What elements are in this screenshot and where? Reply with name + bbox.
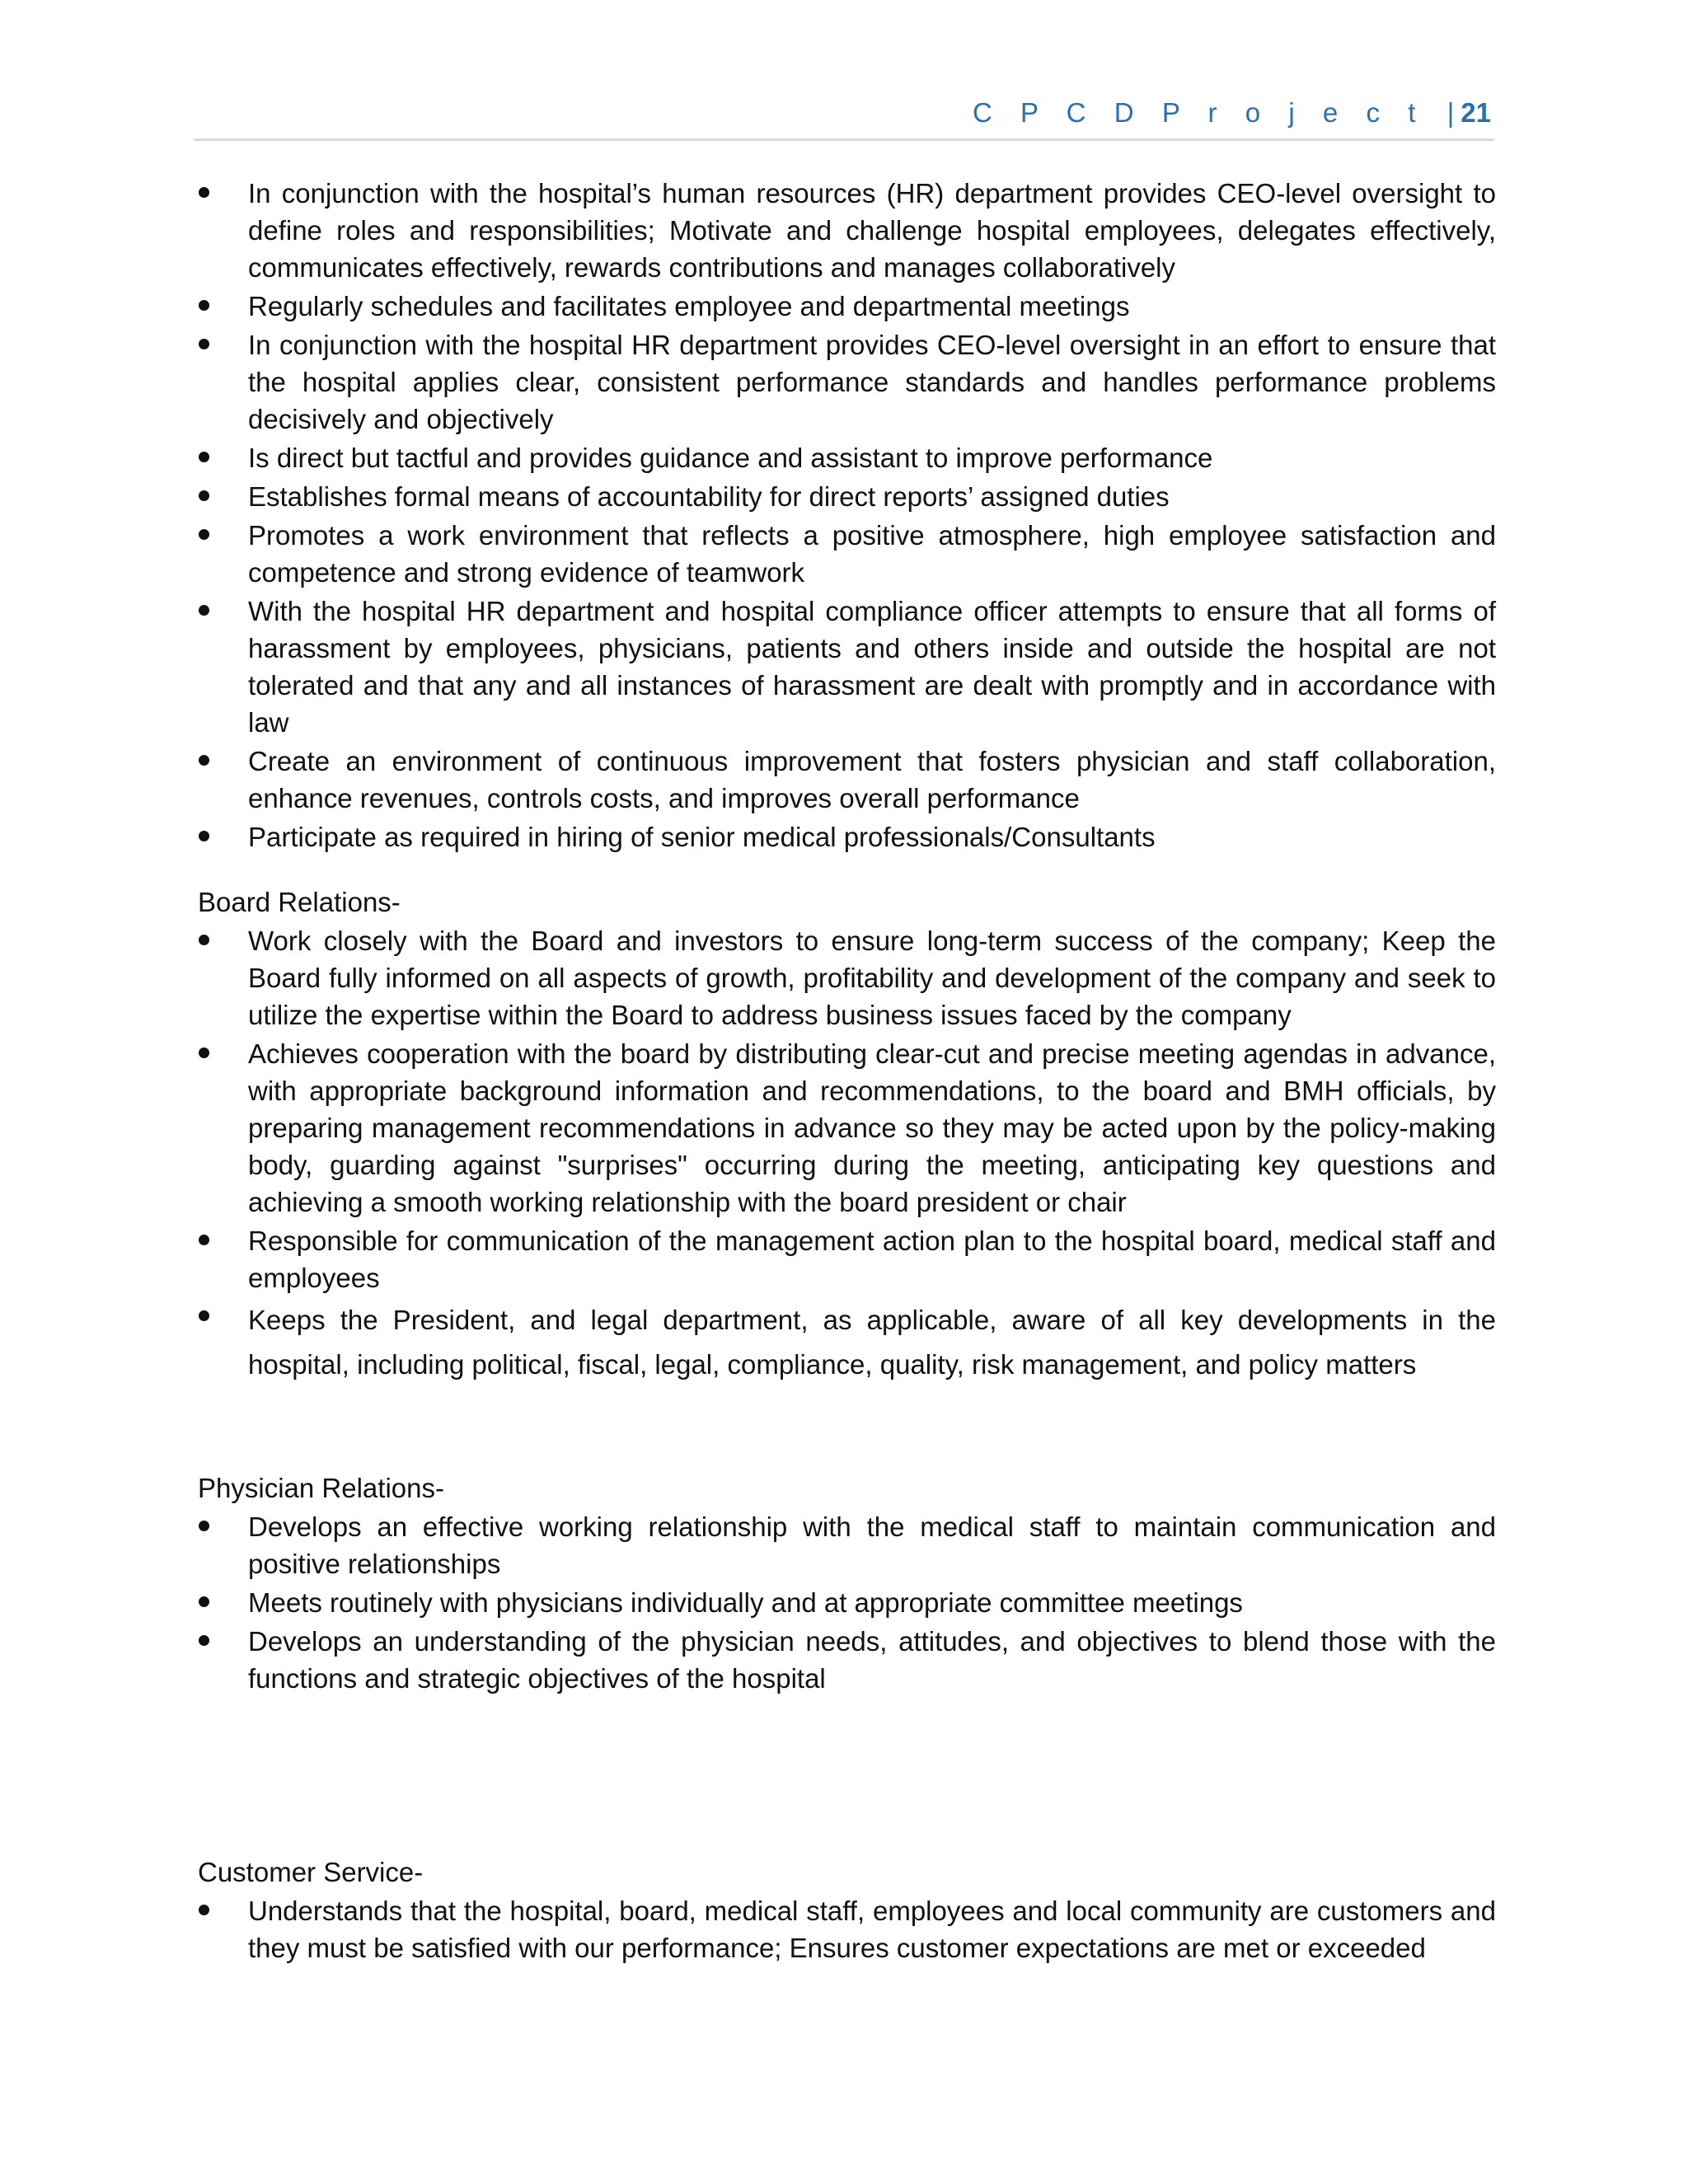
list-item-text: Meets routinely with physicians individually and at appropriate committee meetings (248, 1587, 1243, 1618)
bullet-icon (199, 529, 209, 540)
list-item (198, 743, 1496, 817)
bullet-icon (199, 339, 209, 349)
bullet-icon (199, 935, 209, 945)
list-item (198, 1892, 1496, 1966)
list-item (198, 593, 1496, 741)
list-item-text: Establishes formal means of accountability for direct reports’ assigned duties (248, 481, 1170, 512)
bullet-icon (199, 1235, 209, 1245)
list-item (198, 288, 1496, 325)
list-item-text: Develops an effective working relationship with the medical staff to maintain communication and positive relationships (248, 1511, 1496, 1579)
bullet-icon (199, 300, 209, 311)
header-separator: | (1447, 97, 1455, 128)
bullet-list-customer-service (198, 1892, 1496, 1966)
list-item (198, 922, 1496, 1033)
bullet-icon (199, 755, 209, 766)
list-item (198, 1584, 1496, 1621)
list-item (198, 517, 1496, 591)
header-title: C P C D P r o j e c t (972, 97, 1426, 128)
bullet-icon (199, 1310, 209, 1321)
list-item (198, 1298, 1496, 1387)
section-heading-physician-relations: Physician Relations- (198, 1473, 444, 1503)
list-item (198, 326, 1496, 438)
bullet-icon (199, 1047, 209, 1058)
page-header (194, 97, 1494, 141)
list-item-text: Develops an understanding of the physician needs, attitudes, and objectives to blend those with the functions and strategic objectives of the hospital (248, 1626, 1496, 1694)
page-content (198, 175, 1496, 1968)
list-item-text: Responsible for communication of the management action plan to the hospital board, medical staff and employees (248, 1226, 1496, 1293)
bullet-icon (199, 452, 209, 462)
list-item-text: Create an environment of continuous improvement that fosters physician and staff collaboration, enhance revenues, controls costs, and improves overall performance (248, 746, 1496, 813)
section-heading-board-relations: Board Relations- (198, 887, 401, 917)
bullet-icon (199, 490, 209, 501)
list-item-text: Understands that the hospital, board, medical staff, employees and local community are customers and they must be satisfied with our performance; Ensures customer expectations are met or exceeded (248, 1896, 1496, 1963)
bullet-icon (199, 605, 209, 616)
list-item (198, 1508, 1496, 1582)
list-item-text: Achieves cooperation with the board by distributing clear-cut and precise meeting agendas in advance, with appropriate background information and recommendations, to the board and BMH officials, by preparing management recommendations in advance so they may be acted upon by the policy-making body, guarding against "surprises" occurring during the meeting, anticipating key questions and achieving a smooth working relationship with the board president or chair (248, 1038, 1496, 1217)
bullet-icon (199, 1521, 209, 1531)
bullet-icon (199, 187, 209, 198)
list-item (198, 439, 1496, 476)
list-item-text: Is direct but tactful and provides guidance and assistant to improve performance (248, 443, 1213, 473)
list-item-text: With the hospital HR department and hospital compliance officer attempts to ensure that all forms of harassment by employees, physicians, patients and others inside and outside the hospital are not tolerated and that any and all instances of harassment are dealt with promptly and in accordance with law (248, 596, 1496, 738)
bullet-list-physician-relations (198, 1508, 1496, 1697)
list-item-text: Promotes a work environment that reflects a positive atmosphere, high employee satisfaction and competence and strong evidence of teamwork (248, 520, 1496, 588)
list-item (198, 1035, 1496, 1221)
list-item (198, 1222, 1496, 1296)
list-item (198, 1623, 1496, 1697)
list-item-text: Regularly schedules and facilitates employee and departmental meetings (248, 291, 1130, 321)
bullet-list-board-relations (198, 922, 1496, 1387)
header-text (973, 97, 1491, 129)
section-heading-customer-service: Customer Service- (198, 1857, 424, 1887)
list-item-text: In conjunction with the hospital’s human resources (HR) department provides CEO-level oversight to define roles and responsibilities; Motivate and challenge hospital employees, delegates effectively, communicates effectively, rewards contributions and manages collaboratively (248, 178, 1496, 283)
list-item (198, 818, 1496, 855)
list-item (198, 175, 1496, 286)
bullet-icon (199, 831, 209, 841)
list-item-text: In conjunction with the hospital HR department provides CEO-level oversight in an effort to ensure that the hospital applies clear, consistent performance standards and handles performance problems decisively and objectively (248, 330, 1496, 434)
bullet-icon (199, 1596, 209, 1607)
list-item-text: Work closely with the Board and investors to ensure long-term success of the company; Keep the Board fully informed on all aspects of growth, profitability and development of the company and seek to utilize the expertise within the Board to address business issues faced by the company (248, 926, 1496, 1030)
bullet-list-leadership (198, 175, 1496, 855)
bullet-icon (199, 1635, 209, 1646)
bullet-icon (199, 1905, 209, 1915)
list-item (198, 478, 1496, 515)
page-number: 21 (1461, 97, 1491, 128)
list-item-text: Participate as required in hiring of senior medical professionals/Consultants (248, 822, 1156, 852)
list-item-text: Keeps the President, and legal department, as applicable, aware of all key developments in the hospital, including political, fiscal, legal, compliance, quality, risk management, and policy matters (248, 1305, 1496, 1380)
